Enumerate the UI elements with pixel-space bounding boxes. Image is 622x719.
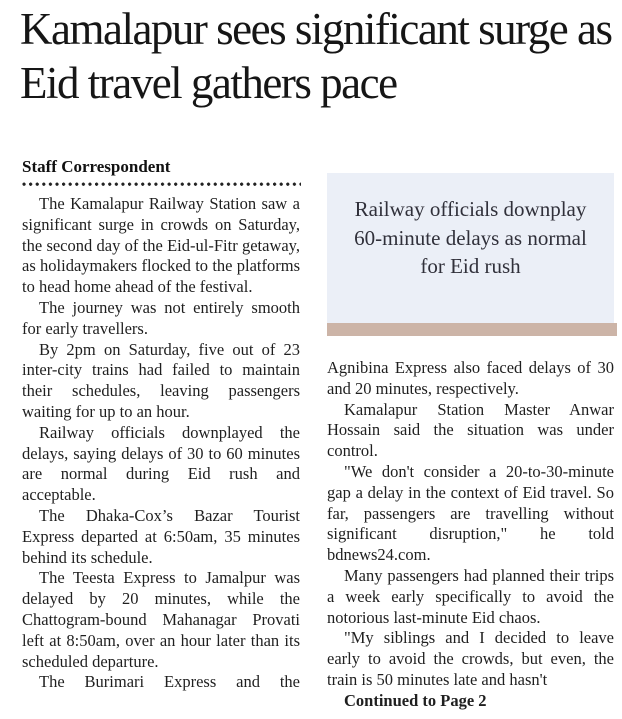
left-column xyxy=(22,194,300,693)
article-paragraph: Many passengers had planned their trips a week early specifically to avoid the notorious last-minute Eid chaos. xyxy=(327,565,614,627)
article-paragraph: The Kamalapur Railway Station saw a significant surge in crowds on Saturday, the second day of the Eid-ul-Fitr getaway, as holidaymakers flocked to the platforms to head home ahead of the festival. xyxy=(22,194,300,297)
dotted-rule xyxy=(22,182,301,187)
article-paragraph: Kamalapur Station Master Anwar Hossain said the situation was under control. xyxy=(327,399,614,461)
article-paragraph: "My siblings and I decided to leave early to avoid the crowds, but even, the train is 50 minutes late and hasn't xyxy=(327,628,614,689)
article-paragraph: Railway officials downplayed the delays, saying delays of 30 to 60 minutes are normal during Eid rush and acceptable. xyxy=(22,422,300,505)
article-paragraph: The Teesta Express to Jamalpur was delayed by 20 minutes, while the Chattogram-bound Mahanagar Provati left at 8:50am, over an hour later than its scheduled departure. xyxy=(22,568,300,671)
right-column xyxy=(327,173,614,712)
article-paragraph-column-break: The Burimari Express and the xyxy=(39,672,300,692)
article-paragraph: By 2pm on Saturday, five out of 23 inter-city trains had failed to maintain their schedules, leaving passengers waiting for up to an hour. xyxy=(22,339,300,421)
article-byline: Staff Correspondent xyxy=(22,157,171,176)
article-headline: Kamalapur sees significant surge as Eid travel gathers pace xyxy=(20,4,612,108)
article-paragraph: The Dhaka-Cox’s Bazar Tourist Express departed at 6:50am, 35 minutes behind its schedule. xyxy=(22,505,300,567)
article-paragraph: "We don't consider a 20-to-30-minute gap a delay in the context of Eid travel. So far, passengers are travelling without significant disruption," he told bdnews24.com. xyxy=(327,461,614,565)
article-paragraph: The journey was not entirely smooth for early travellers. xyxy=(22,297,300,338)
article-paragraph-continuation: Agnibina Express also faced delays of 30 and 20 minutes, respectively. xyxy=(327,358,614,398)
accent-bar xyxy=(327,323,617,336)
right-column-text xyxy=(327,358,614,712)
pull-quote-box xyxy=(327,173,614,323)
continued-notice: Continued to Page 2 xyxy=(344,690,487,710)
pull-quote-text: Railway officials downplay 60-minute delays as normal for Eid rush xyxy=(354,197,587,278)
